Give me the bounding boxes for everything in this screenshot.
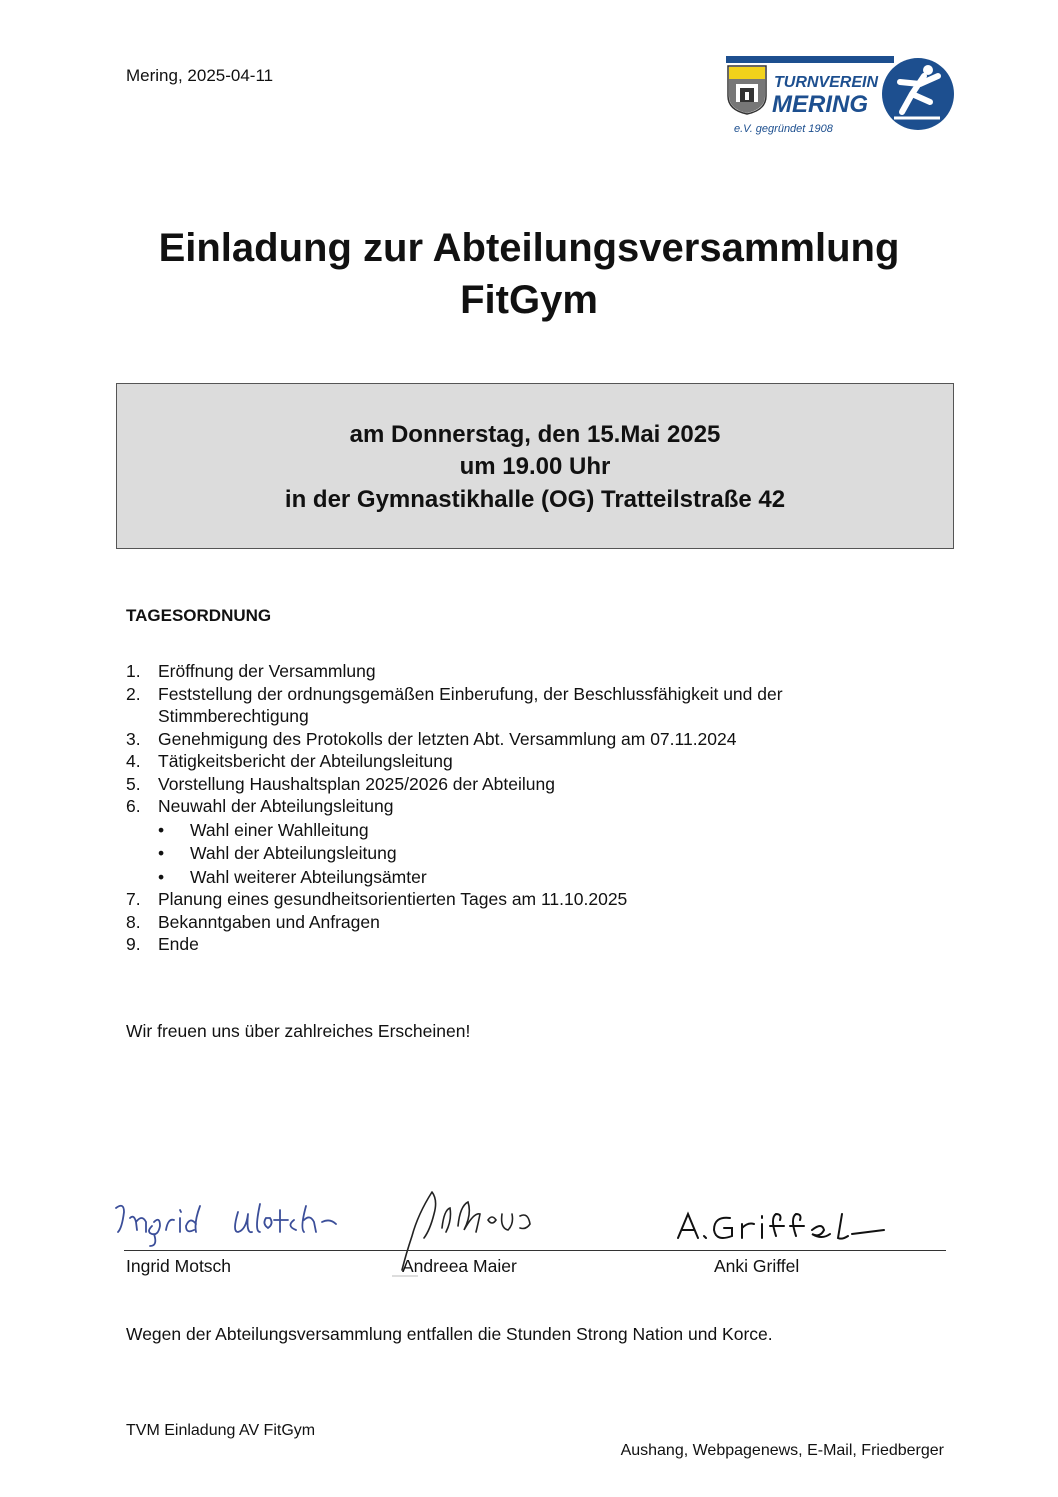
agenda-subitem [126,866,926,889]
agenda-item [126,773,926,796]
agenda-item-text: Bekanntgaben und Anfragen [158,911,380,932]
signatory-name: Anki Griffel [714,1256,800,1276]
signatory-name: Ingrid Motsch [126,1256,232,1276]
bullet-icon: • [158,866,165,887]
logo-line1: TURNVEREIN [774,74,879,91]
agenda-item-text: Tätigkeitsbericht der Abteilungsleitung [158,751,453,771]
agenda-item-number: 5. [126,773,141,794]
agenda-item [126,683,898,728]
footer-document-name: TVM Einladung AV FitGym [126,1422,316,1439]
club-logo [724,54,956,136]
agenda-subitem [126,842,926,865]
agenda-list [126,660,926,956]
agenda-item-number: 9. [126,934,141,954]
logo-line2: MERING [772,91,868,118]
agenda-item-text: Neuwahl der Abteilungsleitung [158,796,394,816]
agenda-item-number: 8. [126,911,141,932]
meeting-date: am Donnerstag, den 15.Mai 2025 [349,421,721,448]
agenda-item [126,750,926,773]
agenda-item-text: Genehmigung des Protokolls der letzten Abt. Versammlung am 07.11.2024 [158,728,737,749]
agenda-item [126,888,926,911]
agenda-item-text: Ende [158,934,199,954]
agenda-subitem [126,819,926,842]
agenda-heading: TAGESORDNUNG [126,606,272,625]
agenda-item-text: Eröffnung der Versammlung [158,661,376,681]
agenda-item-number: 3. [126,728,141,749]
agenda-item-text: Feststellung der ordnungsgemäßen Einberufung, der Beschlussfähigkeit und der Stimmberechtigung [158,683,783,726]
meeting-info-box [116,383,954,549]
bullet-icon: • [158,819,165,840]
agenda-item [126,911,926,934]
footer-distribution: Aushang, Webpagenews, E-Mail, Friedberger [620,1442,944,1459]
meeting-time: um 19.00 Uhr [459,453,611,480]
agenda-item-number: 1. [126,661,141,681]
agenda-item [126,933,926,956]
agenda-item-number: 4. [126,751,141,771]
document-date: Mering, 2025-04-11 [126,66,274,85]
agenda-item-number: 2. [126,683,141,704]
signature-ingrid-motsch [110,1188,360,1250]
logo-line3: e.V. gegründet 1908 [734,123,833,135]
meeting-location: in der Gymnastikhalle (OG) Tratteilstraße 42 [284,486,786,513]
agenda-subitem-text: Wahl einer Wahlleitung [190,819,369,840]
agenda-item-number: 7. [126,889,141,909]
signatory-name: Andreea Maier [402,1256,517,1276]
gymnast-emblem-icon [882,58,954,130]
signature-line [124,1250,946,1251]
agenda-subitem-text: Wahl weiterer Abteilungsämter [190,866,427,887]
agenda-item-text: Vorstellung Haushaltsplan 2025/2026 der Abteilung [158,773,555,794]
agenda-subitem-text: Wahl der Abteilungsleitung [190,843,397,863]
coat-of-arms-icon [728,66,766,114]
signature-anki-griffel [672,1206,898,1250]
bullet-icon: • [158,843,165,863]
agenda-item-number: 6. [126,796,141,816]
page-subtitle: FitGym [460,278,598,322]
agenda-item [126,795,926,818]
closing-text: Wir freuen uns über zahlreiches Erscheinen! [126,1021,471,1041]
agenda-item [126,660,926,683]
agenda-item [126,728,926,751]
cancellation-note: Wegen der Abteilungsversammlung entfallen die Stunden Strong Nation und Korce. [126,1324,773,1344]
page-title: Einladung zur Abteilungsversammlung [158,226,900,270]
agenda-item-text: Planung eines gesundheitsorientierten Tages am 11.10.2025 [158,889,628,909]
